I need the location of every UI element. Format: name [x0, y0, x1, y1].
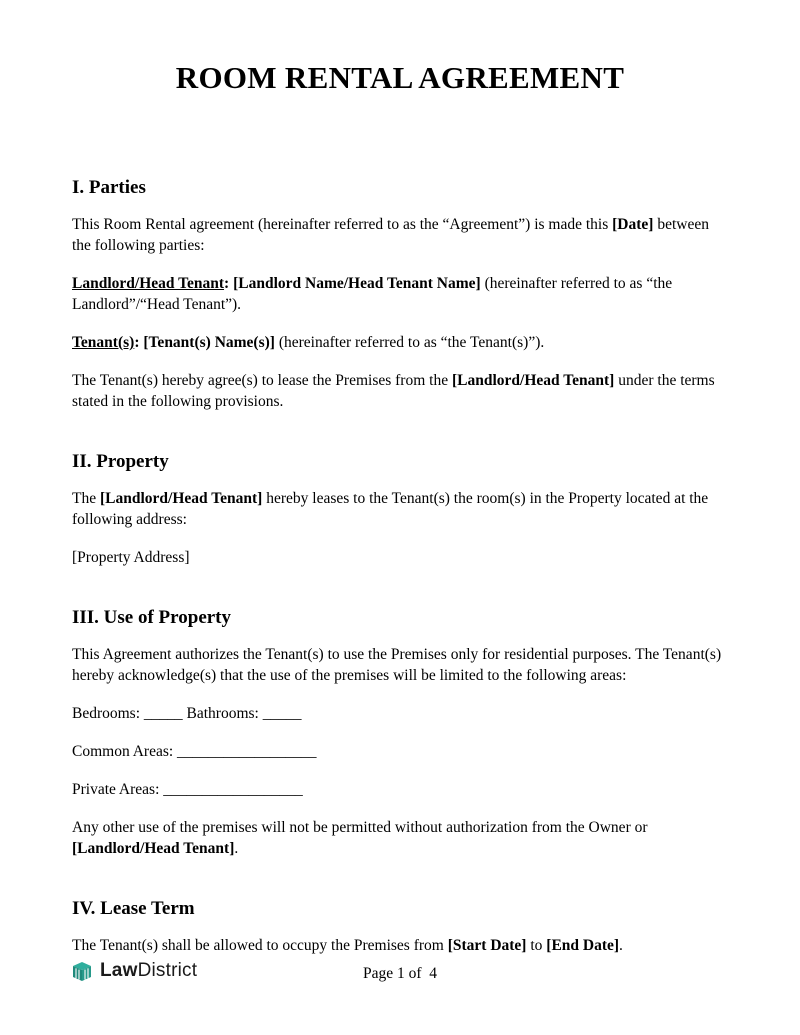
- placeholder-field: [Landlord/Head Tenant]: [451, 372, 615, 389]
- document-section: [72, 176, 728, 412]
- text-segment: to: [526, 937, 547, 954]
- text-segment: :: [134, 334, 144, 351]
- paragraph: [72, 741, 728, 762]
- paragraph: [72, 547, 728, 568]
- building-cube-icon: [70, 959, 94, 983]
- logo-district: District: [137, 960, 198, 981]
- document-section: [72, 897, 728, 956]
- document-section: [72, 450, 728, 568]
- paragraph: [72, 703, 728, 724]
- section-heading: II. Property: [72, 451, 169, 472]
- paragraph: [72, 214, 728, 256]
- text-segment: .: [234, 840, 239, 857]
- page-footer: [0, 957, 800, 987]
- text-segment: :: [224, 275, 234, 292]
- text-segment: Private Areas: __________________: [72, 781, 303, 798]
- section-heading: I. Parties: [72, 177, 146, 198]
- paragraph: [72, 332, 728, 353]
- text-segment: under the terms stated in the following provisions.: [72, 372, 715, 410]
- paragraph: [72, 370, 728, 412]
- text-segment: This Agreement authorizes the Tenant(s) to use the Premises only for residential purposes. The Tenant(s) hereby acknowledge(s) that the use of the premises will be limited to the following areas:: [72, 646, 722, 684]
- placeholder-field: [Landlord/Head Tenant]: [99, 490, 263, 507]
- placeholder-field: [Start Date]: [447, 937, 527, 954]
- text-segment: .: [619, 937, 623, 954]
- placeholder-field: [End Date]: [546, 937, 620, 954]
- section-heading: IV. Lease Term: [72, 898, 195, 919]
- text-segment: Any other use of the premises will not be permitted without authorization from the Owner or: [72, 819, 648, 836]
- paragraph: [72, 779, 728, 800]
- placeholder-field: [Tenant(s) Name(s)]: [143, 334, 275, 351]
- text-segment: This Room Rental agreement (hereinafter referred to as the “Agreement”) is made this: [72, 216, 613, 233]
- sections-container: [0, 96, 800, 956]
- logo-text: [100, 959, 197, 983]
- text-segment: The Tenant(s) hereby agree(s) to lease the Premises from the: [72, 372, 452, 389]
- paragraph: [72, 488, 728, 530]
- text-segment: hereby leases to the Tenant(s) the room(s) in the Property located at the following address:: [72, 490, 709, 528]
- text-segment: The Tenant(s) shall be allowed to occupy the Premises from: [72, 937, 448, 954]
- defined-term: Landlord/Head Tenant: [72, 275, 225, 292]
- text-segment: (hereinafter referred to as “the Landlord”/“Head Tenant”).: [72, 275, 673, 313]
- text-segment: between the following parties:: [72, 216, 709, 254]
- placeholder-field: [Landlord/Head Tenant]: [72, 840, 235, 857]
- text-segment: Common Areas: __________________: [72, 743, 317, 760]
- text-segment: The: [72, 490, 100, 507]
- lawdistrict-logo: [70, 959, 197, 983]
- section-heading: III. Use of Property: [72, 607, 232, 628]
- text-segment: (hereinafter referred to as “the Tenant(s)”).: [274, 334, 545, 351]
- paragraph: [72, 935, 728, 956]
- document-title: ROOM RENTAL AGREEMENT: [175, 60, 625, 95]
- placeholder-field: [Landlord Name/Head Tenant Name]: [233, 275, 481, 292]
- paragraph: [72, 644, 728, 686]
- placeholder-field: [Date]: [612, 216, 654, 233]
- page-number: Page 1 of 4: [362, 965, 438, 982]
- logo-law: Law: [100, 960, 138, 981]
- document-section: [72, 606, 728, 859]
- defined-term: Tenant(s): [72, 334, 135, 351]
- text-segment: Bedrooms: _____ Bathrooms: _____: [72, 705, 302, 722]
- paragraph: [72, 273, 728, 315]
- placeholder-field: [Property Address]: [72, 549, 190, 566]
- paragraph: [72, 817, 728, 859]
